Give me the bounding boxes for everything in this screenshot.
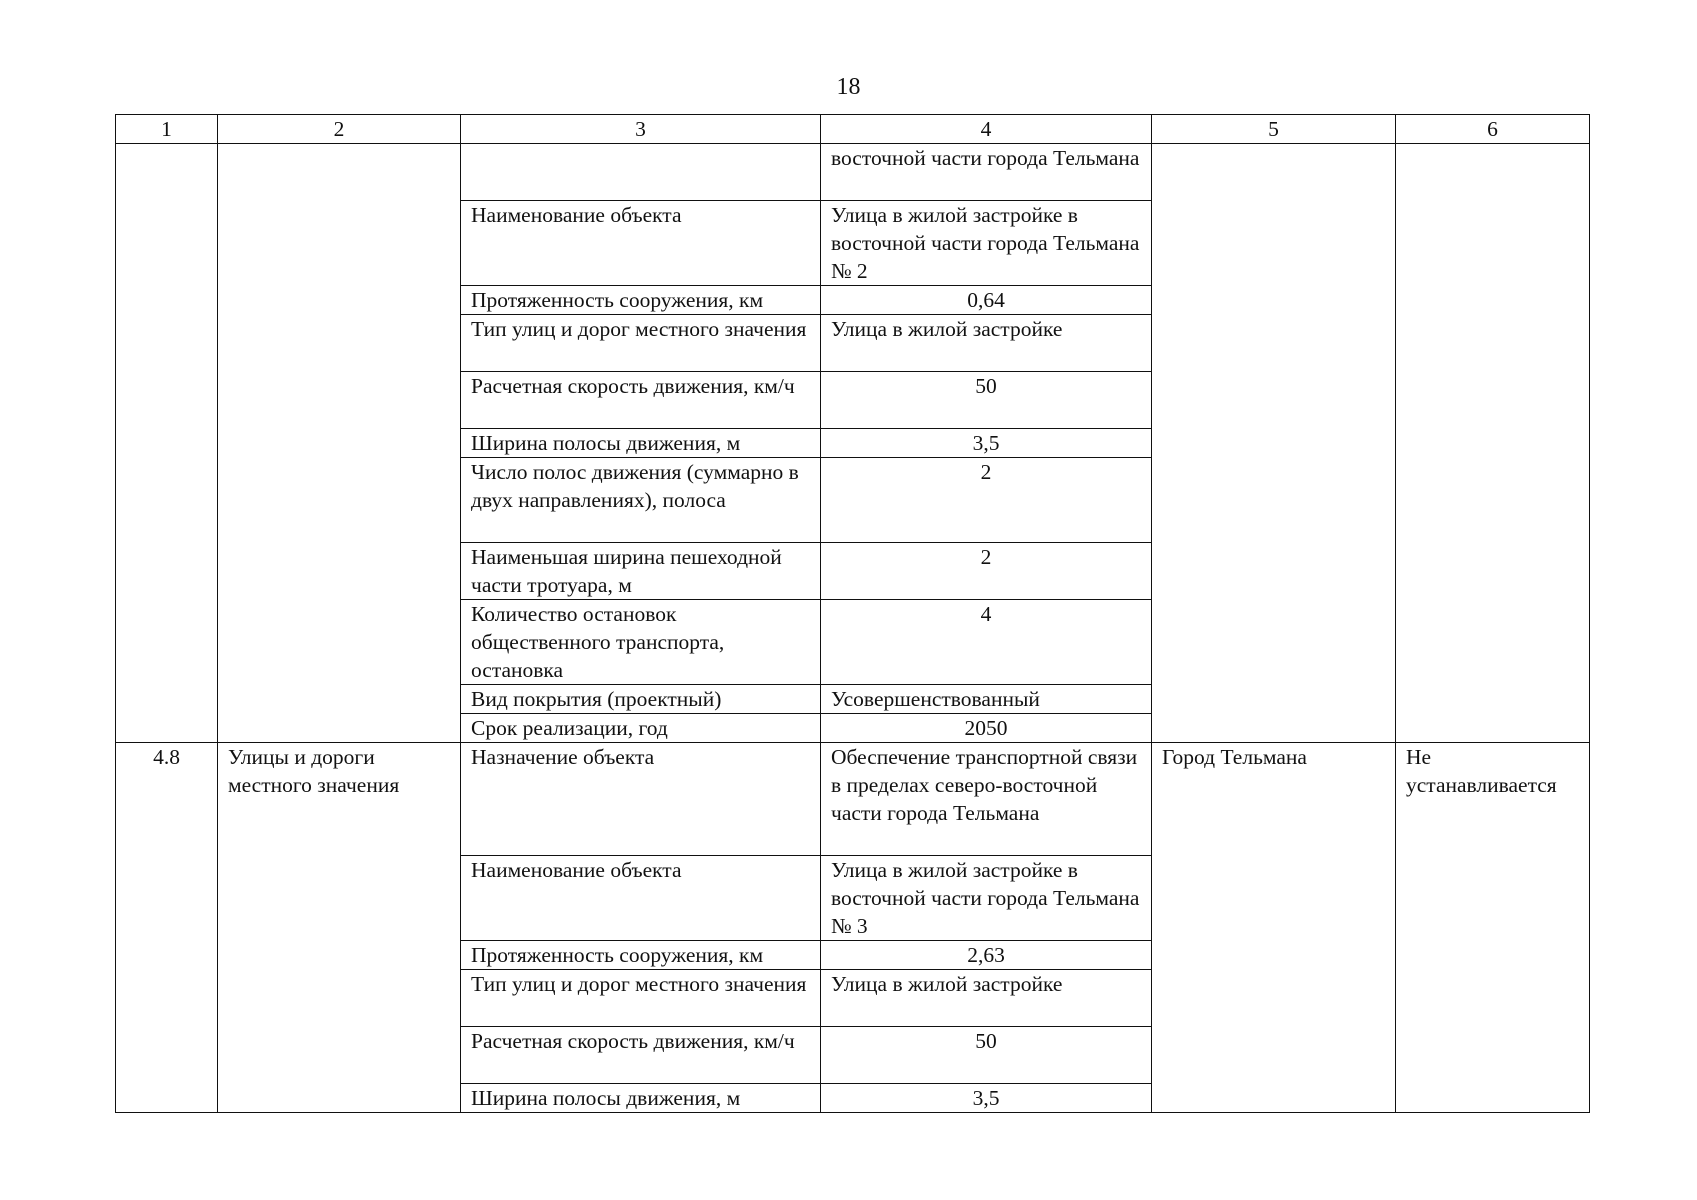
param-name bbox=[461, 144, 821, 201]
param-value: восточной части города Тельмана bbox=[821, 144, 1152, 201]
zone-characteristic: Не устанавливается bbox=[1396, 743, 1590, 1113]
object-name: Улицы и дороги местного значения bbox=[218, 743, 461, 1113]
object-location: Город Тельмана bbox=[1152, 743, 1396, 1113]
param-value: 2 bbox=[821, 543, 1152, 600]
param-name: Протяженность сооружения, км bbox=[461, 941, 821, 970]
param-name: Наименование объекта bbox=[461, 856, 821, 941]
param-name: Количество остановок общественного транспорта, остановка bbox=[461, 600, 821, 685]
table-row bbox=[116, 743, 1590, 856]
param-name: Расчетная скорость движения, км/ч bbox=[461, 1027, 821, 1084]
param-name: Назначение объекта bbox=[461, 743, 821, 856]
param-name: Число полос движения (суммарно в двух направлениях), полоса bbox=[461, 458, 821, 543]
page-number: 18 bbox=[836, 74, 861, 100]
param-value: 2050 bbox=[821, 714, 1152, 743]
param-value: 50 bbox=[821, 1027, 1152, 1084]
param-name: Наименьшая ширина пешеходной части тротуара, м bbox=[461, 543, 821, 600]
param-value: Улица в жилой застройке bbox=[821, 970, 1152, 1027]
param-value: Улица в жилой застройке в восточной части города Тельмана № 3 bbox=[821, 856, 1152, 941]
row-number: 4.8 bbox=[116, 743, 218, 1113]
param-value: 2 bbox=[821, 458, 1152, 543]
param-name: Срок реализации, год bbox=[461, 714, 821, 743]
param-value: Улица в жилой застройке bbox=[821, 315, 1152, 372]
param-value: Обеспечение транспортной связи в пределах северо-восточной части города Тельмана bbox=[821, 743, 1152, 856]
header-col-2: 2 bbox=[218, 115, 461, 144]
zone-characteristic bbox=[1396, 144, 1590, 743]
param-name: Ширина полосы движения, м bbox=[461, 429, 821, 458]
param-value: Усовершенствованный bbox=[821, 685, 1152, 714]
param-value: 3,5 bbox=[821, 429, 1152, 458]
param-value: Улица в жилой застройке в восточной части города Тельмана № 2 bbox=[821, 201, 1152, 286]
param-name: Расчетная скорость движения, км/ч bbox=[461, 372, 821, 429]
document-table bbox=[115, 114, 1590, 1113]
header-col-6: 6 bbox=[1396, 115, 1590, 144]
row-number bbox=[116, 144, 218, 743]
param-name: Тип улиц и дорог местного значения bbox=[461, 315, 821, 372]
table-header-row bbox=[116, 115, 1590, 144]
param-name: Наименование объекта bbox=[461, 201, 821, 286]
object-location bbox=[1152, 144, 1396, 743]
header-col-4: 4 bbox=[821, 115, 1152, 144]
param-value: 3,5 bbox=[821, 1084, 1152, 1113]
param-value: 0,64 bbox=[821, 286, 1152, 315]
header-col-5: 5 bbox=[1152, 115, 1396, 144]
param-value: 4 bbox=[821, 600, 1152, 685]
param-value: 2,63 bbox=[821, 941, 1152, 970]
param-value: 50 bbox=[821, 372, 1152, 429]
header-col-1: 1 bbox=[116, 115, 218, 144]
param-name: Ширина полосы движения, м bbox=[461, 1084, 821, 1113]
param-name: Протяженность сооружения, км bbox=[461, 286, 821, 315]
table-row bbox=[116, 144, 1590, 201]
header-col-3: 3 bbox=[461, 115, 821, 144]
object-name bbox=[218, 144, 461, 743]
param-name: Вид покрытия (проектный) bbox=[461, 685, 821, 714]
param-name: Тип улиц и дорог местного значения bbox=[461, 970, 821, 1027]
